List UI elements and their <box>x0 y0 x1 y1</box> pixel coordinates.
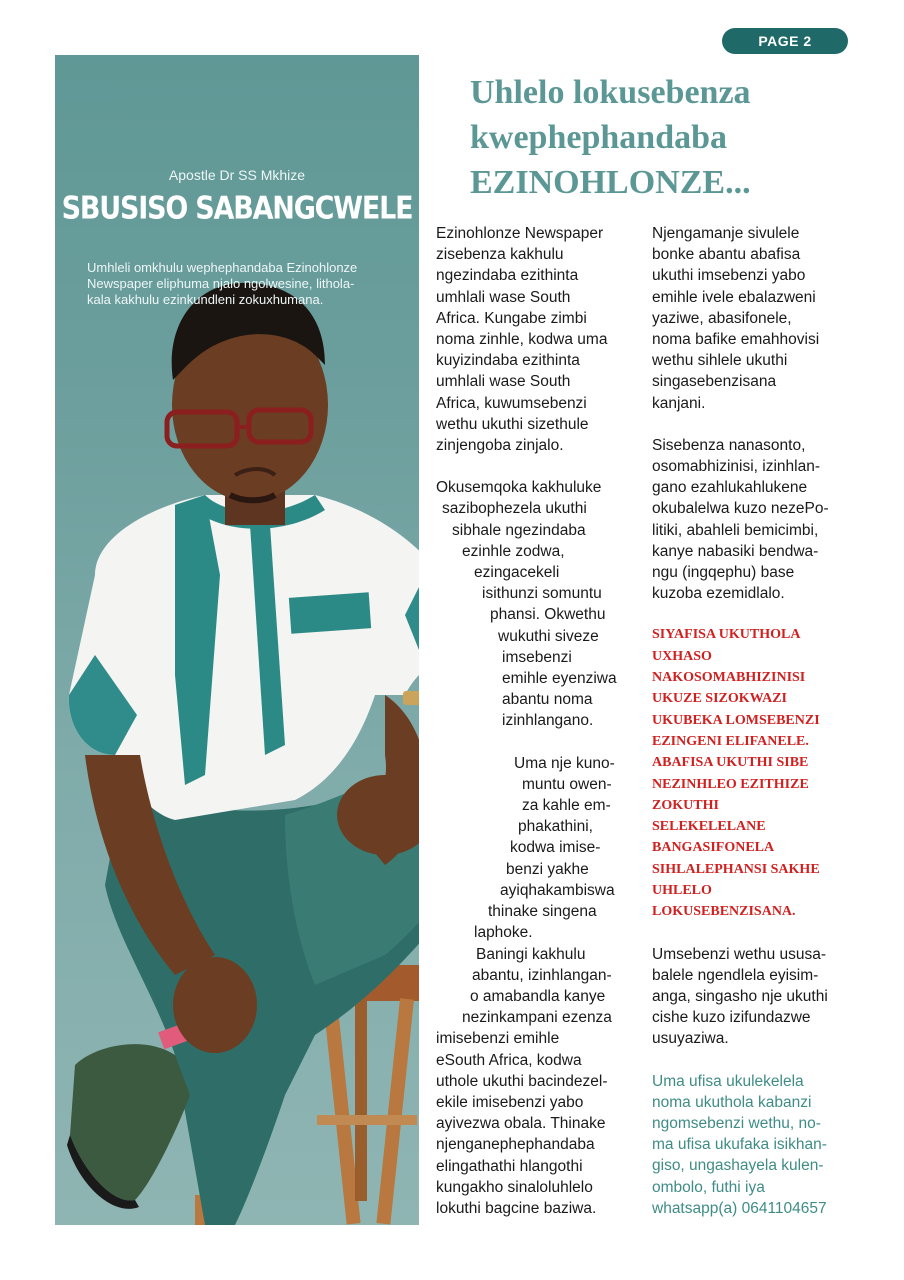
sponsor-appeal <box>652 624 857 922</box>
text-line: elingathathi hlangothi <box>436 1157 583 1175</box>
text-line: ZOKUTHI <box>652 797 719 813</box>
text-line: usuyaziwa. <box>652 1030 729 1048</box>
text-line: SIYAFISA UKUTHOLA <box>652 627 801 643</box>
headline-line: kwephephandaba <box>470 119 728 156</box>
text-line: ukuthi imsebenzi yabo <box>652 267 806 285</box>
text-line: isithunzi somuntu <box>482 585 602 603</box>
text-line: giso, ungashayela kulen- <box>652 1157 824 1175</box>
author-subtitle <box>87 260 397 308</box>
text-line: lokuthi bagcine baziwa. <box>436 1199 597 1217</box>
text-line: kuyizindaba ezithinta <box>436 352 580 370</box>
paragraph <box>652 435 857 605</box>
text-line: thinake singena <box>488 903 597 921</box>
text-line: ayivezwa obala. Thinake <box>436 1115 606 1133</box>
text-line: laphoke. <box>474 924 533 942</box>
text-line: emihle ivele ebalazweni <box>652 288 816 306</box>
text-line: kanye nabasiki bendwa- <box>652 542 819 560</box>
headline-line: Uhlelo lokusebenza <box>470 74 751 111</box>
text-line: gano ezahlukahlukene <box>652 479 808 497</box>
paragraph <box>652 944 857 1050</box>
text-line: zisebenza kakhulu <box>436 246 564 264</box>
text-line: wethu ukuthi sizethule <box>436 415 589 433</box>
portrait-photo <box>55 55 419 1225</box>
text-line: umhlali wase South <box>436 288 571 306</box>
text-line: BANGASIFONELA <box>652 840 775 856</box>
text-line: izinhlangano. <box>502 712 594 730</box>
text-line: emihle eyenziwa <box>502 670 617 688</box>
text-line: Uma ufisa ukulekelela <box>652 1072 804 1090</box>
text-line: phakathini, <box>518 818 593 836</box>
text-line: SELEKELELANE <box>652 819 766 835</box>
head-illustration <box>167 283 328 525</box>
subtitle-line: kala kakhulu ezinkundleni zokuxhumana. <box>87 292 324 307</box>
text-line: NEZINHLEO EZITHIZE <box>652 776 809 792</box>
text-line: yaziwe, abasifonele, <box>652 309 792 327</box>
text-line: za kahle em- <box>522 797 611 815</box>
text-line: imisebenzi emihle <box>436 1030 560 1048</box>
paragraph <box>436 477 641 731</box>
text-line: Sisebenza nanasonto, <box>652 436 806 454</box>
text-line: ekile imisebenzi yabo <box>436 1093 584 1111</box>
text-line: eSouth Africa, kodwa <box>436 1051 582 1069</box>
text-line: ngezindaba ezithinta <box>436 267 579 285</box>
text-line: LOKUSEBENZISANA. <box>652 904 796 920</box>
text-line: Uma nje kuno- <box>514 754 615 772</box>
text-line: osomabhizinisi, izinhlan- <box>652 458 820 476</box>
text-line: ombolo, futhi iya <box>652 1178 765 1196</box>
text-line: okubalelwa kuzo nezePo- <box>652 500 829 518</box>
text-line: Ezinohlonze Newspaper <box>436 225 604 242</box>
text-line: Umsebenzi wethu ususa- <box>652 945 827 963</box>
text-line: ayiqhakambiswa <box>500 881 615 899</box>
paragraph <box>652 223 857 414</box>
text-line: NAKOSOMABHIZINISI <box>652 670 806 686</box>
text-line: njenganephephandaba <box>436 1136 595 1154</box>
text-line: benzi yakhe <box>506 860 589 878</box>
text-line: noma bafike emahhovisi <box>652 331 820 349</box>
text-line: uthole ukuthi bacindezel- <box>436 1072 608 1090</box>
text-line: bonke abantu abafisa <box>652 246 801 264</box>
text-line: ABAFISA UKUTHI SIBE <box>652 755 809 771</box>
text-line: phansi. Okwethu <box>490 606 606 624</box>
text-line: imsebenzi <box>502 648 572 666</box>
text-line: kuzoba ezemidlalo. <box>652 585 785 603</box>
text-line: abantu, izinhlangan- <box>472 966 612 984</box>
text-line: anga, singasho nje ukuthi <box>652 988 828 1006</box>
text-line: noma zinhle, kodwa uma <box>436 331 608 349</box>
text-line: singasebenzisana <box>652 373 777 391</box>
paragraph <box>436 753 641 944</box>
article-column-2 <box>652 223 857 1219</box>
text-line: sibhale ngezindaba <box>452 521 586 539</box>
text-line: muntu owen- <box>522 775 612 793</box>
text-line: Okusemqoka kakhuluke <box>436 479 602 497</box>
article-headline <box>470 70 890 205</box>
paragraph <box>436 944 641 1220</box>
text-line: ezingacekeli <box>474 564 560 582</box>
subtitle-line: Umhleli omkhulu wephephandaba Ezinohlonze <box>87 260 358 275</box>
text-line: ngu (ingqephu) base <box>652 564 795 582</box>
text-line: UKUZE SIZOKWAZI <box>652 691 787 707</box>
text-line: ngomsebenzi wethu, no- <box>652 1115 821 1133</box>
text-line: kodwa imise- <box>510 839 601 857</box>
contact-phone[interactable]: whatsapp(a) 0641104657 <box>652 1199 827 1217</box>
text-line: kanjani. <box>652 394 706 412</box>
text-line: wukuthi siveze <box>498 627 599 645</box>
text-line: Africa. Kungabe zimbi <box>436 309 587 327</box>
text-line: Africa, kuwumsebenzi <box>436 394 587 412</box>
text-line: zinjengoba zinjalo. <box>436 437 564 455</box>
subtitle-line: Newspaper eliphuma njalo ngolwesine, lithola- <box>87 276 355 291</box>
text-line: Njengamanje sivulele <box>652 225 800 242</box>
text-line: wethu sihlele ukuthi <box>652 352 788 370</box>
text-line: ezinhle zodwa, <box>462 542 565 560</box>
text-line: abantu noma <box>502 691 593 709</box>
text-line: noma ukuthola kabanzi <box>652 1093 812 1111</box>
text-line: EZINGENI ELIFANELE. <box>652 733 809 749</box>
text-line: sazibophezela ukuthi <box>442 500 587 518</box>
contact-info <box>652 1071 857 1219</box>
text-line: UKUBEKA LOMSEBENZI <box>652 712 820 728</box>
article-column-1 <box>436 223 641 1219</box>
page-number-badge: PAGE 2 <box>722 28 848 54</box>
text-line: UHLELO <box>652 883 712 899</box>
text-line: Baningi kakhulu <box>476 945 586 963</box>
text-line: o amabandla kanye <box>470 987 606 1005</box>
profile-panel <box>55 55 419 1225</box>
headline-line: EZINOHLONZE... <box>470 164 751 201</box>
author-title: Apostle Dr SS Mkhize <box>168 167 306 183</box>
text-line: cishe kuzo izifundazwe <box>652 1009 811 1027</box>
paragraph <box>436 223 641 456</box>
text-line: umhlali wase South <box>436 373 571 391</box>
text-line: UXHASO <box>652 648 712 664</box>
text-line: litiki, abahleli bemicimbi, <box>652 521 819 539</box>
text-line: SIHLALEPHANSI SAKHE <box>652 861 820 877</box>
author-name: SBUSISO SABANGCWELE <box>61 190 413 227</box>
text-line: nezinkampani ezenza <box>462 1009 612 1027</box>
text-line: balele ngendlela eyisim- <box>652 966 819 984</box>
text-line: ma ufisa ukufaka isikhan- <box>652 1136 827 1154</box>
text-line: kungakho sinaloluhlelo <box>436 1178 593 1196</box>
